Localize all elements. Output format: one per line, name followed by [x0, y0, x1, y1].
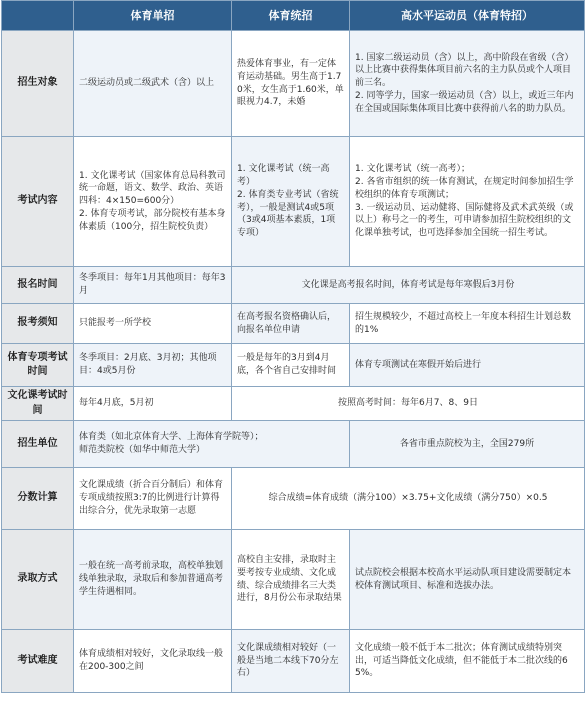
cell-admission-texiao: 试点院校会根据本校高水平运动队项目建设需要制定本校体育测试项目、标准和选拔办法。	[350, 530, 585, 630]
cell-target-tongzhao: 热爱体育事业，有一定体育运动基础。男生高于1.70米，女生高于1.60米，单眼视力4.7，未婚	[232, 31, 350, 137]
row-culture-time	[2, 387, 585, 421]
cell-notice-texiao: 招生规模较少，不超过高校上一年度本科招生计划总数的1%	[350, 304, 585, 344]
row-label-content: 考试内容	[2, 137, 74, 267]
cell-notice-danzhao: 只能报考一所学校	[74, 304, 232, 344]
row-target	[2, 31, 585, 137]
row-label-schools: 招生单位	[2, 421, 74, 468]
row-difficulty	[2, 630, 585, 693]
cell-target-danzhao: 二级运动员或二级武术（含）以上	[74, 31, 232, 137]
cell-schools-danzhao-tongzhao: 体育类（如北京体育大学、上海体育学院等）； 师范类院校（如华中师范大学）	[74, 421, 350, 468]
row-label-notice: 报考须知	[2, 304, 74, 344]
header-danzhao: 体育单招	[74, 1, 232, 31]
header-texiao: 高水平运动员（体育特招）	[350, 1, 585, 31]
cell-target-texiao: 1. 国家二级运动员（含）以上，高中阶段在省级（含）以上比赛中获得集体项目前六名的主力队员或个人项目前三名。 2. 同等学力，国家一级运动员（含）以上，或近三年内在全国或国际集体项目比赛中获得前八名的助力队员。	[350, 31, 585, 137]
cell-register-merged: 文化课是高考报名时间，体育考试是每年寒假后3月份	[232, 267, 585, 304]
cell-sport-time-danzhao: 冬季项目：2月底、3月初；其他项目：4或5月份	[74, 344, 232, 387]
header-tongzhao: 体育统招	[232, 1, 350, 31]
row-content	[2, 137, 585, 267]
cell-register-danzhao: 冬季项目：每年1月其他项目：每年3月	[74, 267, 232, 304]
row-schools	[2, 421, 585, 468]
cell-schools-texiao: 各省市重点院校为主，全国279所	[350, 421, 585, 468]
row-label-register: 报名时间	[2, 267, 74, 304]
row-notice	[2, 304, 585, 344]
cell-sport-time-tongzhao: 一般是每年的3月到4月底，各个省自己安排时间	[232, 344, 350, 387]
row-label-score: 分数计算	[2, 468, 74, 530]
cell-culture-time-merged: 按照高考时间：每年6月7、8、9日	[232, 387, 585, 421]
row-label-sport-time: 体育专项考试时间	[2, 344, 74, 387]
cell-sport-time-texiao: 体育专项测试在寒假开始后进行	[350, 344, 585, 387]
admission-comparison-table	[1, 0, 585, 693]
cell-notice-tongzhao: 在高考报名资格确认后，向报名单位申请	[232, 304, 350, 344]
cell-difficulty-tongzhao: 文化课成绩相对较好（一般是当地二本线下70分左右）	[232, 630, 350, 693]
cell-content-texiao: 1. 文化课考试（统一高考）； 2. 各省市组织的统一体育测试，在规定时间参加招生学校组织的体育专项测试； 3. 一级运动员、运动健将、国际健将及武术武英级（或以上）称号之一的考生，可申请参加招生院校组织的文化课单独考试，也可选择参加全国统一招生考试。	[350, 137, 585, 267]
row-label-culture-time: 文化课考试时间	[2, 387, 74, 421]
cell-score-merged: 综合成绩=体育成绩（满分100）×3.75+文化成绩（满分750）×0.5	[232, 468, 585, 530]
cell-content-tongzhao: 1. 文化课考试（统一高考） 2. 体育类专业考试（省统考），一般是测试4或5项（3或4项基本素质，1项专项）	[232, 137, 350, 267]
cell-score-danzhao: 文化课成绩（折合百分制后）和体育专项成绩按照3:7的比例进行计算得出综合分，优先录取第一志愿	[74, 468, 232, 530]
row-label-difficulty: 考试难度	[2, 630, 74, 693]
row-register	[2, 267, 585, 304]
row-sport-time	[2, 344, 585, 387]
cell-difficulty-danzhao: 体育成绩相对较好，文化录取线一般在200-300之间	[74, 630, 232, 693]
row-score	[2, 468, 585, 530]
row-label-target: 招生对象	[2, 31, 74, 137]
cell-content-danzhao: 1. 文化课考试（国家体育总局科教司统一命题，语文、数学、政治、英语四科：4×150=600分） 2. 体育专项考试，部分院校有基本身体素质（100分，招生院校负责）	[74, 137, 232, 267]
cell-admission-danzhao: 一般在统一高考前录取，高校单独划线单独录取，录取后和参加普通高考学生待遇相同。	[74, 530, 232, 630]
cell-culture-time-danzhao: 每年4月底，5月初	[74, 387, 232, 421]
cell-difficulty-texiao: 文化成绩一般不低于本二批次；体育测试成绩特别突出，可适当降低文化成绩，但不能低于本二批次线的65%。	[350, 630, 585, 693]
row-admission	[2, 530, 585, 630]
header-corner	[2, 1, 74, 31]
row-label-admission: 录取方式	[2, 530, 74, 630]
cell-admission-tongzhao: 高校自主安排，录取时主要考按专业成绩、文化成绩、综合成绩排名三大类进行，8月份公布录取结果	[232, 530, 350, 630]
header-row	[2, 1, 585, 31]
